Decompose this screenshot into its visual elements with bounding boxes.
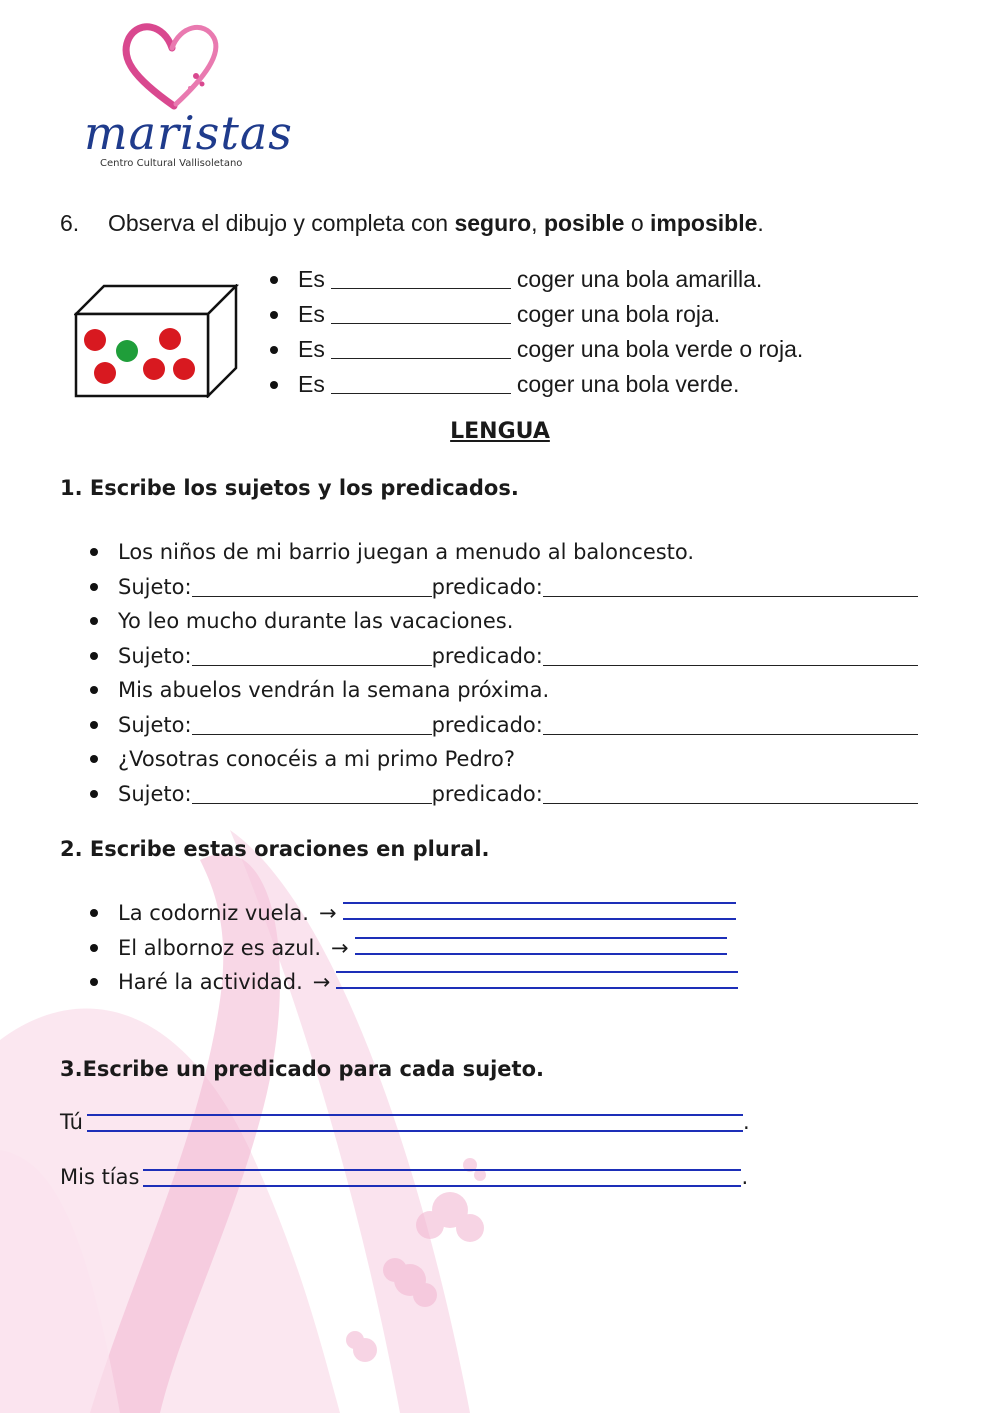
subject-label: Mis tías [60,1165,140,1189]
question-6-title [60,210,764,237]
bullet-icon [270,381,278,389]
plural-item [90,896,738,931]
bullet-icon [90,617,98,625]
bullet-icon [270,311,278,319]
exercise-1-list [90,535,918,811]
sujeto-label: Sujeto: [118,574,192,599]
period: . [757,210,764,236]
item-text: coger una bola verde o roja. [516,336,804,362]
list-item [270,367,803,402]
plural-item [90,931,738,966]
es-label: Es [298,371,325,397]
predicate-row-tu [60,1110,750,1134]
item-text: coger una bola roja. [516,301,721,327]
predicado-label: predicado: [431,574,543,599]
sujeto-label: Sujeto: [118,712,192,737]
sujeto-blank[interactable] [192,783,432,804]
sujeto-label: Sujeto: [118,643,192,668]
word-imposible: imposible [650,210,758,236]
predicado-label: predicado: [431,781,543,806]
es-label: Es [298,301,325,327]
red-ball [94,362,116,384]
predicado-blank[interactable] [543,576,918,597]
sujeto-label: Sujeto: [118,781,192,806]
predicado-blank[interactable] [543,714,918,735]
period: . [741,1165,749,1189]
separator: , [531,210,544,236]
list-item [270,297,803,332]
answer-blank[interactable] [331,270,511,289]
bullet-icon [90,652,98,660]
answer-row [90,570,918,605]
predicado-blank[interactable] [543,645,918,666]
sentence-text: Los niños de mi barrio juegan a menudo al baloncesto. [118,540,695,565]
sentence-text: ¿Vosotras conocéis a mi primo Pedro? [118,747,515,772]
bullet-icon [90,909,98,917]
answer-blank[interactable] [331,305,511,324]
logo-subtitle: Centro Cultural Vallisoletano [100,158,243,169]
arrow-right-icon: → [331,935,349,960]
bullet-icon [90,790,98,798]
item-text: coger una bola amarilla. [516,266,763,292]
red-ball [143,358,165,380]
predicado-label: predicado: [431,712,543,737]
sentence-item [90,742,918,777]
item-text: coger una bola verde. [516,371,740,397]
arrow-right-icon: → [318,901,337,926]
sujeto-blank[interactable] [192,714,432,735]
answer-row [90,777,918,812]
es-label: Es [298,336,325,362]
answer-row [90,708,918,743]
bullet-icon [270,346,278,354]
sentence-text: La codorniz vuela. [118,901,309,926]
list-item [270,332,803,367]
list-item [270,262,803,297]
section-heading-lengua: LENGUA [450,419,550,444]
separator: o [624,210,651,236]
bullet-icon [90,755,98,763]
sentence-item [90,604,918,639]
sujeto-blank[interactable] [192,576,432,597]
exercise-2-title: 2. Escribe estas oraciones en plural. [60,837,490,861]
plural-item [90,965,738,1000]
plural-answer-line[interactable] [343,902,736,924]
question-number: 6. [60,210,80,236]
es-label: Es [298,266,325,292]
logo-wordmark: maristas [84,106,293,160]
exercise-1-title: 1. Escribe los sujetos y los predicados. [60,476,519,500]
exercise-2-list [90,896,738,1000]
plural-answer-line[interactable] [355,937,727,959]
bullet-icon [270,276,278,284]
sentence-text: Mis abuelos vendrán la semana próxima. [118,678,550,703]
bullet-icon [90,686,98,694]
answer-row [90,639,918,674]
ball-box-drawing [74,284,240,398]
bullet-icon [90,721,98,729]
sentence-text: Haré la actividad. [118,970,303,995]
sentence-item [90,535,918,570]
maristas-logo [80,18,293,178]
word-posible: posible [543,210,625,236]
subject-label: Tú [60,1110,83,1134]
predicate-answer-line[interactable] [143,1169,741,1189]
red-ball [173,358,195,380]
exercise-3-title: 3.Escribe un predicado para cada sujeto. [60,1057,544,1081]
bullet-icon [90,583,98,591]
bullet-icon [90,944,98,952]
sentence-text: Yo leo mucho durante las vacaciones. [118,609,514,634]
period: . [742,1110,750,1134]
sentence-item [90,673,918,708]
predicado-blank[interactable] [543,783,918,804]
question-text: Observa el dibujo y completa con [108,210,455,236]
bullet-icon [90,548,98,556]
heart-logo-icon [114,18,234,118]
predicado-label: predicado: [431,643,543,668]
bullet-icon [90,978,98,986]
red-ball [84,329,106,351]
answer-blank[interactable] [331,375,511,394]
arrow-right-icon: → [312,970,331,995]
red-ball [159,328,181,350]
predicate-answer-line[interactable] [87,1114,743,1134]
predicate-row-mis-tias [60,1165,748,1189]
sentence-text: El albornoz es azul. [118,935,322,960]
green-ball [116,340,138,362]
plural-answer-line[interactable] [336,971,738,993]
sujeto-blank[interactable] [192,645,432,666]
probability-list [270,262,803,402]
answer-blank[interactable] [331,340,511,359]
word-seguro: seguro [454,210,532,236]
